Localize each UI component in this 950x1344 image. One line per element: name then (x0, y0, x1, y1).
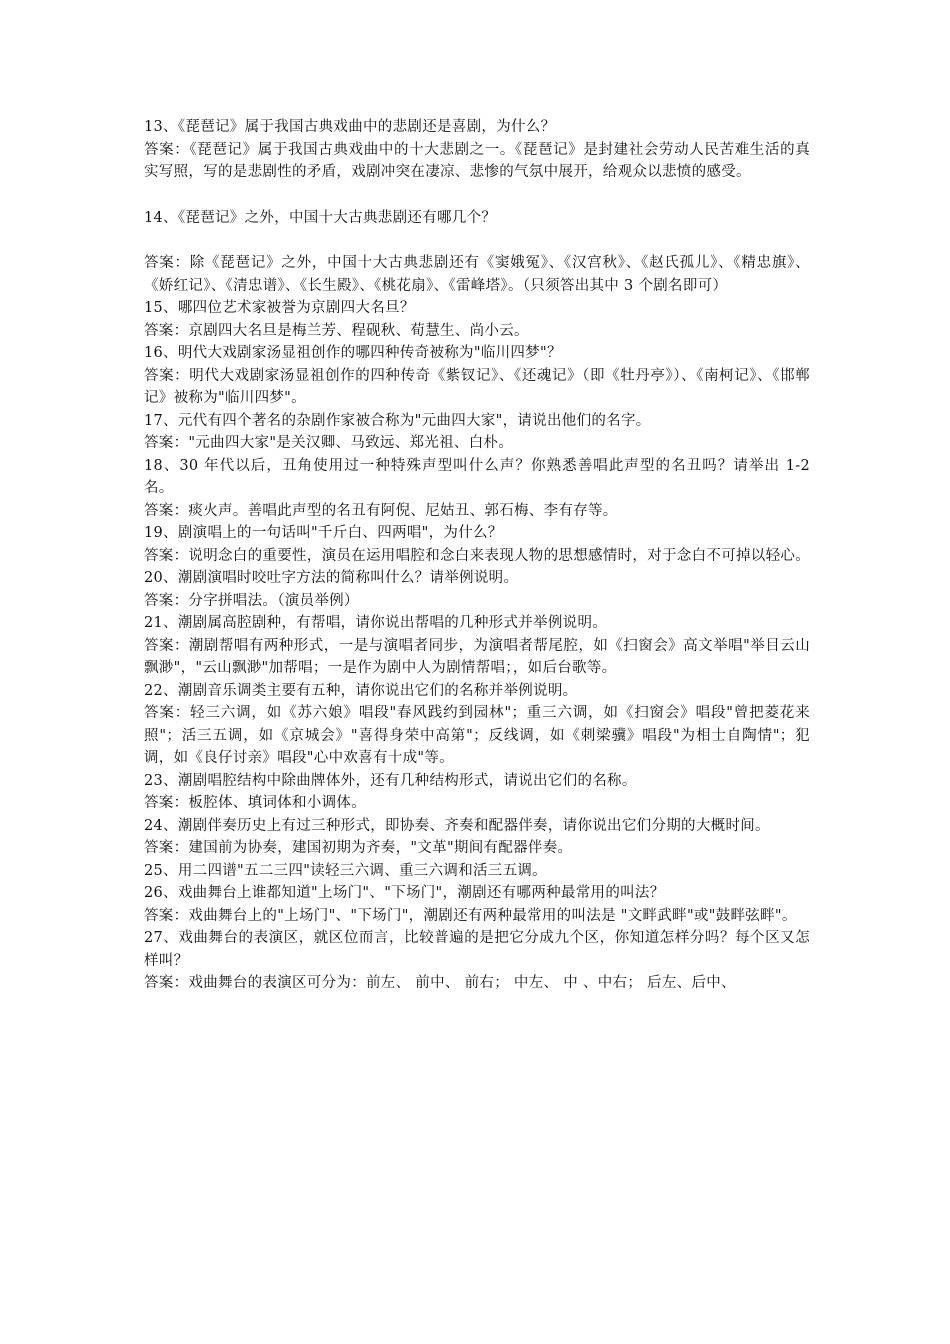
answer-22: 答案：轻三六调，如《苏六娘》唱段"春风践约到园林"；重三六调，如《扫窗会》唱段"曾把菱花来照"；活三五调，如《京城会》"喜得身荣中高第"；反线调，如《刺梁骥》唱段"为相士自陶情"；犯调，如《良仔讨亲》唱段"心中欢喜有十成"等。 (144, 705, 810, 766)
answer-20: 答案：分字拼唱法。（演员举例） (144, 592, 359, 609)
question-16: 16、明代大戏剧家汤显祖创作的哪四种传奇被称为"临川四梦"？ (144, 345, 562, 361)
answer-23: 答案：板腔体、填词体和小调体。 (144, 795, 366, 811)
question-23: 23、潮剧唱腔结构中除曲牌体外，还有几种结构形式，请说出它们的名称。 (144, 772, 637, 789)
question-18: 18、30 年代以后，丑角使用过一种特殊声型叫什么声？你熟悉善唱此声型的名丑吗？请举出 1-2 名。 (144, 457, 810, 496)
answer-24: 答案：建国前为协奏，建国初期为齐奏，"文革"期间有配器伴奏。 (144, 840, 573, 856)
question-21: 21、潮剧属高腔剧种，有帮唱，请你说出帮唱的几种形式并举例说明。 (144, 615, 608, 631)
question-27: 27、戏曲舞台的表演区，就区位而言，比较普遍的是把它分成九个区，你知道怎样分吗？每个区又怎样叫？ (144, 930, 810, 969)
paragraph-gap (144, 229, 810, 252)
answer-17: 答案："元曲四大家"是关汉卿、马致远、郑光祖、白朴。 (144, 435, 514, 451)
question-14: 14、《琵琶记》之外，中国十大古典悲剧还有哪几个？ (144, 209, 497, 226)
question-13: 13、《琵琶记》属于我国古典戏曲中的悲剧还是喜剧，为什么？ (144, 119, 556, 135)
question-25: 25、用二四谱"五二三四"读轻三六调、重三六调和活三五调。 (144, 862, 547, 879)
answer-15: 答案：京剧四大名旦是梅兰芳、程砚秋、荀慧生、尚小云。 (144, 322, 529, 339)
document-page (144, 116, 810, 995)
question-17: 17、元代有四个著名的杂剧作家被合称为"元曲四大家"，请说出他们的名字。 (144, 412, 651, 429)
answer-16: 答案：明代大戏剧家汤显祖创作的四种传奇《紫钗记》、《还魂记》（即《牡丹亭》）、《南柯记》、《邯郸记》被称为"临川四梦"。 (144, 367, 810, 406)
answer-27: 答案：戏曲舞台的表演区可分为：前左、 前中、 前右； 中左、 中 、中右； 后左、后中、 (144, 975, 736, 991)
question-15: 15、哪四位艺术家被誉为京剧四大名旦？ (144, 300, 415, 316)
question-19: 19、剧演唱上的一句话叫"千斤白、四两唱"，为什么？ (144, 525, 503, 541)
question-26: 26、戏曲舞台上谁都知道"上场门"、"下场门"，潮剧还有哪两种最常用的叫法？ (144, 885, 665, 901)
answer-21: 答案：潮剧帮唱有两种形式，一是与演唱者同步，为演唱者帮尾腔，如《扫窗会》高文举唱"举目云山飘渺"，"云山飘渺"加帮唱；一是作为剧中人为剧情帮唱；，如后台歌等。 (144, 637, 810, 676)
answer-19: 答案：说明念白的重要性，演员在运用唱腔和念白来表现人物的思想感情时，对于念白不可掉以轻心。 (144, 547, 810, 564)
answer-13: 答案：《琵琶记》属于我国古典戏曲中的十大悲剧之一。《琵琶记》是封建社会劳动人民苦难生活的真实写照，写的是悲剧性的矛盾，戏剧冲突在凄凉、悲惨的气氛中展开，给观众以悲愤的感受。 (144, 141, 810, 180)
paragraph-gap (144, 184, 810, 207)
question-22: 22、潮剧音乐调类主要有五种，请你说出它们的名称并举例说明。 (144, 682, 578, 699)
answer-14: 答案：除《琵琶记》之外，中国十大古典悲剧还有《窦娥冤》、《汉宫秋》、《赵氏孤儿》、《精忠旗》、《娇红记》、《清忠谱》、《长生殿》、《桃花扇》、《雷峰塔》。（只须答出其中 3 个剧名即可） (144, 255, 810, 294)
answer-18: 答案：痰火声。善唱此声型的名丑有阿倪、尼姑丑、郭石梅、李有存等。 (144, 502, 618, 519)
answer-26: 答案：戏曲舞台上的"上场门"、"下场门"，潮剧还有两种最常用的叫法是 "文畔武畔"或"鼓畔弦畔"。 (144, 907, 797, 924)
question-20: 20、潮剧演唱时咬吐字方法的简称叫什么？请举例说明。 (144, 570, 519, 586)
question-24: 24、潮剧伴奏历史上有过三种形式，即协奏、齐奏和配器伴奏，请你说出它们分期的大概时间。 (144, 817, 770, 834)
